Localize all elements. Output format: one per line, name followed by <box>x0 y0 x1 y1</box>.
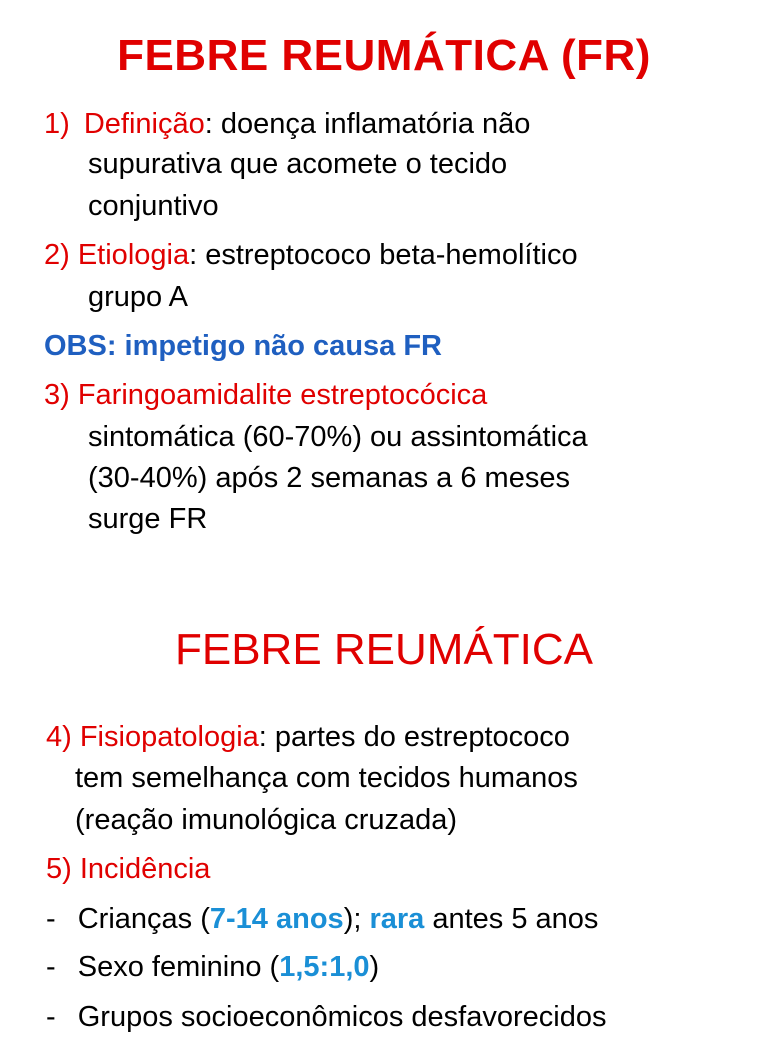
bullet-2-highlight-ratio: 1,5:1,0 <box>279 951 370 983</box>
item-5-label: 5) Incidência <box>46 853 211 885</box>
bullet-2-pre: Sexo feminino ( <box>77 951 280 983</box>
item-1-line-3: conjuntivo <box>88 190 219 222</box>
bullet-1-mid: ); <box>343 903 370 935</box>
item-3-line-1: sintomática (60-70%) ou assintomática <box>88 421 588 453</box>
bullet-1-post: antes 5 anos <box>424 903 599 935</box>
item-2-label: 2) Etiologia <box>44 239 190 271</box>
item-4-label: 4) Fisiopatologia <box>46 721 259 753</box>
item-2-line-1 <box>44 234 578 276</box>
bullet-dash: - <box>46 951 56 983</box>
bullet-dash: - <box>46 1001 56 1033</box>
item-1-text-1: : doença inflamatória não <box>204 108 531 140</box>
slide-2-title: FEBRE REUMÁTICA <box>174 625 594 674</box>
item-1-number: 1) <box>44 108 70 140</box>
item-2-text-1: : estreptococo beta-hemolítico <box>189 239 578 271</box>
bullet-3-text: Grupos socioeconômicos desfavorecidos <box>77 1001 607 1033</box>
item-3-label: 3) Faringoamidalite estreptocócica <box>44 379 488 411</box>
item-4-line-1 <box>46 716 570 758</box>
item-3-line-3: surge FR <box>88 503 208 535</box>
incidence-bullet-2 <box>46 946 379 988</box>
item-4-line-3: (reação imunológica cruzada) <box>75 804 458 836</box>
incidence-bullet-3 <box>46 996 606 1038</box>
item-4-text-1: : partes do estreptococo <box>258 721 570 753</box>
item-1-line-1 <box>44 103 530 145</box>
bullet-1-pre: Crianças ( <box>77 903 210 935</box>
obs-note: OBS: impetigo não causa FR <box>44 330 442 362</box>
incidence-bullet-1 <box>46 898 598 940</box>
item-2-line-2: grupo A <box>88 281 188 313</box>
item-3-line-2: (30-40%) após 2 semanas a 6 meses <box>88 462 570 494</box>
item-4-line-2: tem semelhança com tecidos humanos <box>75 762 578 794</box>
bullet-1-highlight-age: 7-14 anos <box>209 903 344 935</box>
bullet-1-highlight-rare: rara <box>369 903 425 935</box>
slide-1-title: FEBRE REUMÁTICA (FR) <box>117 31 651 80</box>
item-1-line-2: supurativa que acomete o tecido <box>88 148 508 180</box>
bullet-2-post: ) <box>369 951 380 983</box>
bullet-dash: - <box>46 903 56 935</box>
item-1-label: Definição <box>83 108 205 140</box>
